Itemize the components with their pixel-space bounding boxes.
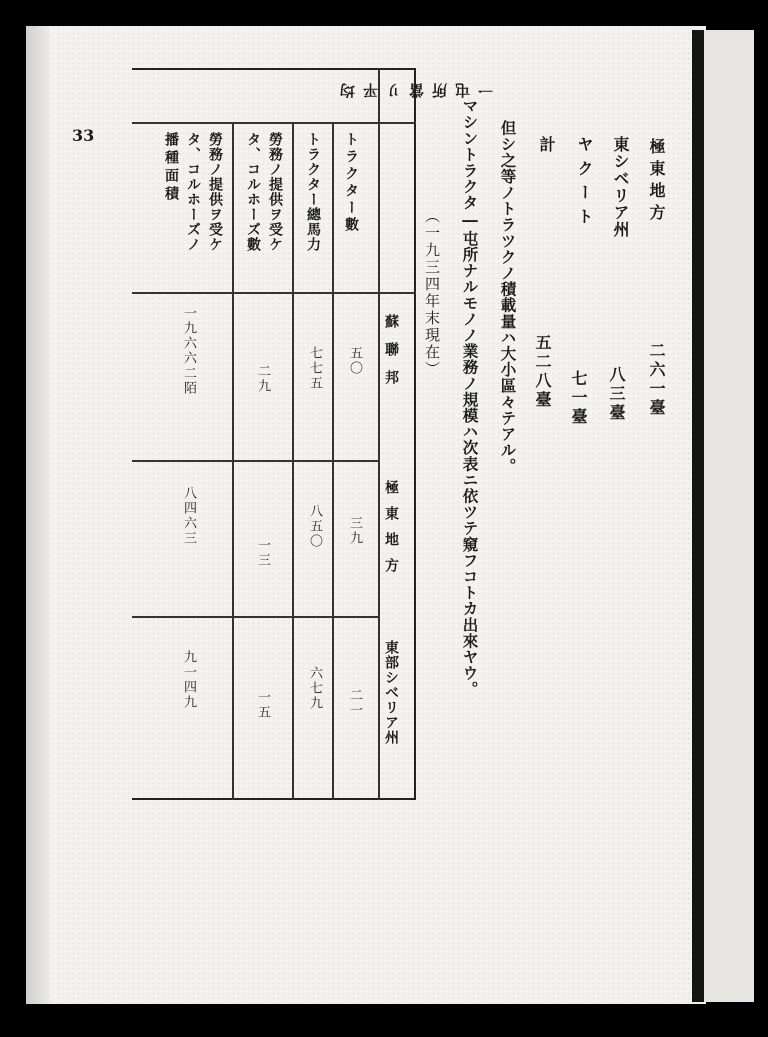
- table-cell: 九一四九: [181, 650, 196, 710]
- table-cell: 五〇: [347, 346, 362, 376]
- table-cell: 六七九: [307, 666, 322, 711]
- table-cell: 二九: [255, 364, 270, 394]
- summary-value: 七一臺: [569, 370, 588, 427]
- table-rule: [292, 122, 294, 800]
- page-binding-edge: [26, 26, 50, 1004]
- table-rule: [132, 616, 378, 618]
- row-label: 播種面積: [163, 132, 179, 204]
- summary-value: 八三臺: [607, 366, 626, 423]
- facing-page-edge: [704, 30, 754, 1002]
- column-header: 蘇聯邦: [383, 314, 399, 398]
- row-label: タ、コルホーズ數: [245, 132, 261, 252]
- table-cell: 二一: [347, 688, 362, 718]
- table-caption: （一九三四年末現在）: [423, 208, 441, 378]
- row-label: タ、コルホーズノ: [185, 132, 201, 252]
- table-rule: [132, 460, 378, 462]
- summary-label: 極東地方: [647, 138, 666, 226]
- table-cell: 三九: [347, 516, 362, 546]
- summary-value: 二六一臺: [647, 342, 666, 418]
- table-cell: 一三: [255, 538, 270, 568]
- table-cell: 一九六六二陌: [181, 306, 196, 396]
- table-title: 一屯所當リ平均: [332, 81, 494, 99]
- note-line: 但シ之等ノトラツクノ積載量ハ大小區々テアル。: [498, 120, 518, 475]
- summary-label: ヤクート: [575, 136, 594, 232]
- table-cell: 一五: [255, 690, 270, 720]
- row-label: トラクター總馬力: [305, 132, 321, 252]
- table-rule: [132, 292, 416, 294]
- table-cell: 八五〇: [307, 504, 322, 549]
- row-label: 勞務ノ提供ヲ受ケ: [207, 132, 223, 252]
- table-rule: [378, 68, 380, 800]
- table-cell: 八四六三: [181, 486, 196, 546]
- page-number: 33: [72, 126, 95, 145]
- row-label: トラクター數: [343, 132, 359, 234]
- summary-label: 計: [537, 136, 556, 152]
- row-label: 勞務ノ提供ヲ受ケ: [267, 132, 283, 252]
- summary-label: 東シベリア州: [611, 136, 630, 238]
- table-rule: [132, 122, 416, 124]
- summary-value: 五二八臺: [533, 334, 552, 410]
- table-cell: 七七五: [307, 346, 322, 391]
- column-header: 極東地方: [383, 480, 399, 584]
- table-rule: [232, 122, 234, 800]
- note-line: マシントラクタ―屯所ナルモノノ業務ノ規模ハ次表ニ依ツテ窺フコトカ出來ヤウ。: [460, 98, 480, 698]
- book-spine: [692, 30, 704, 1002]
- column-header: 東部シベリア州: [383, 640, 399, 745]
- table-rule: [332, 122, 334, 800]
